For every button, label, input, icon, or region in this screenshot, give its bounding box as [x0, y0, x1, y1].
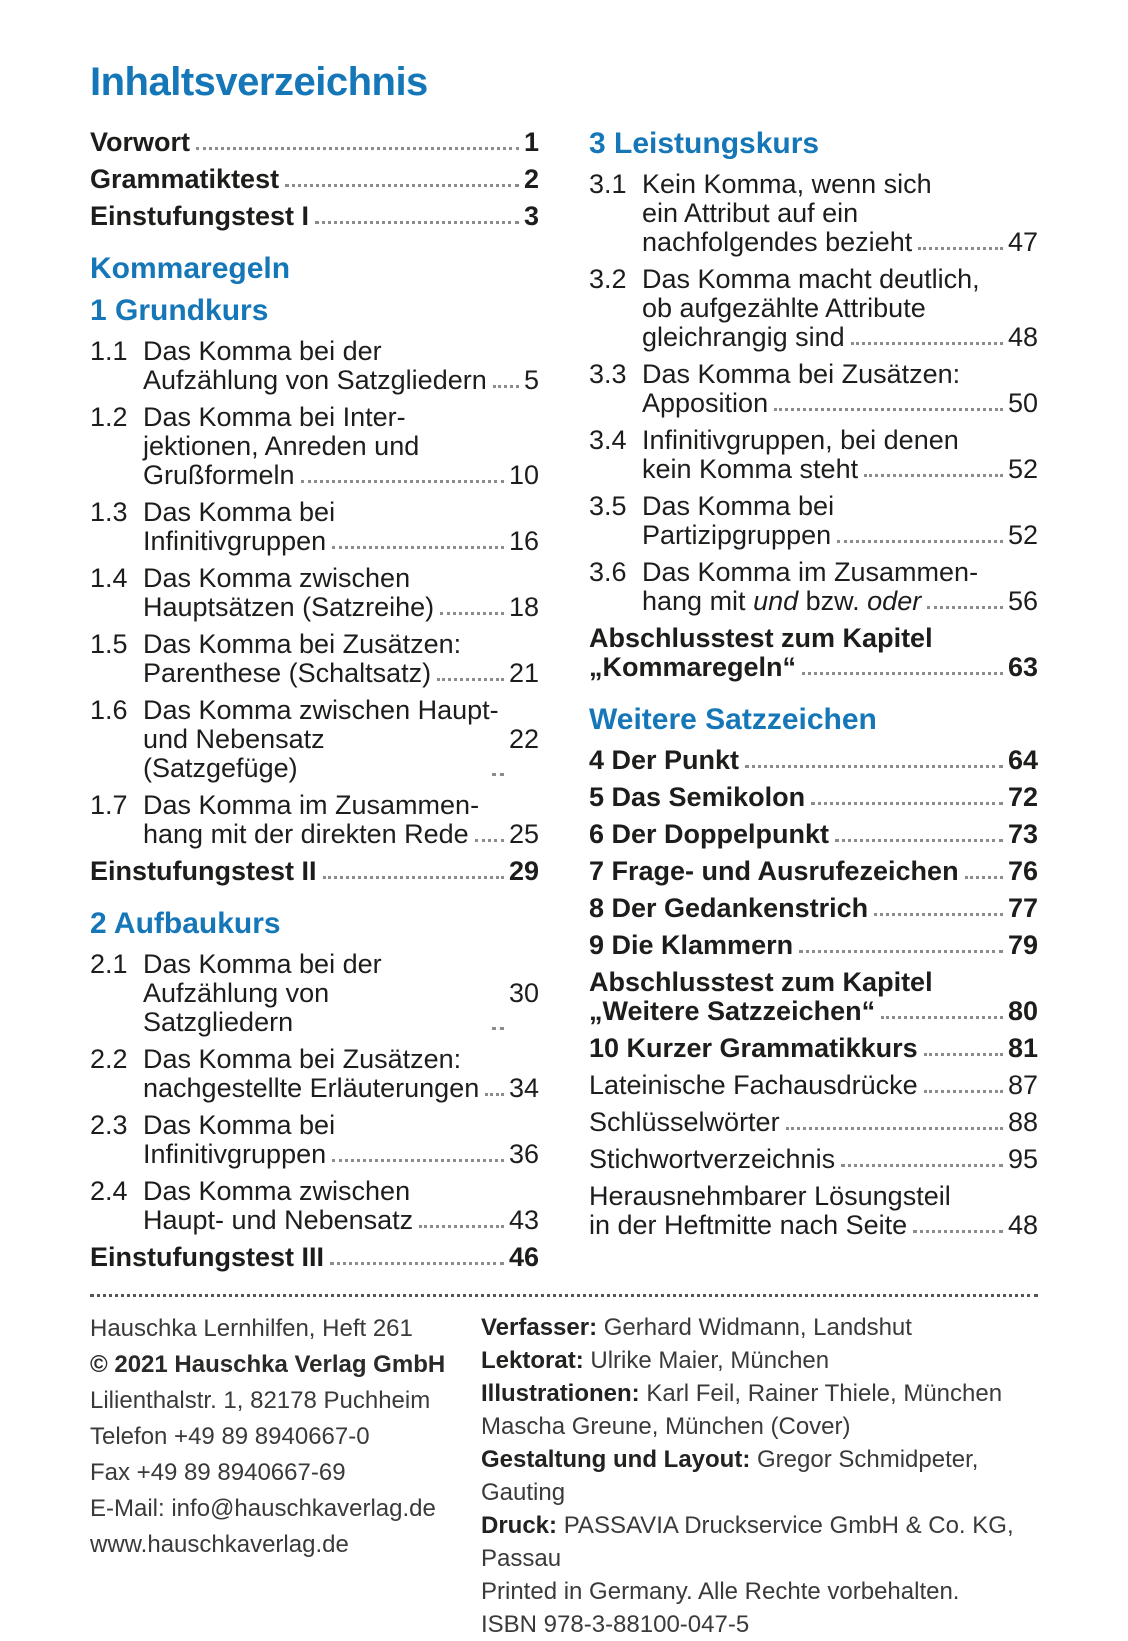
entry-line: [589, 521, 1038, 550]
section-heading: 2 Aufbaukurs: [90, 907, 281, 940]
entry-text: Das Komma bei der: [143, 336, 382, 366]
entry-text: in der Heftmitte nach Seite: [589, 1210, 908, 1240]
entry-text: Aufzählung von Satzgliedern: [143, 365, 487, 395]
entry-text: Einstufungstest I: [90, 201, 310, 231]
entry-text: und Nebensatz (Satzgefüge): [143, 724, 333, 783]
entry-text: Partizipgruppen: [642, 520, 832, 550]
entry-number: 2.3: [90, 1110, 128, 1140]
footer-publisher-block: [90, 1311, 481, 1641]
entry-line: [589, 323, 1038, 352]
footer: [90, 1297, 1038, 1641]
toc-entry: [90, 1243, 539, 1272]
dot-leader-icon: [786, 1127, 1003, 1130]
entry-line: [589, 1108, 1038, 1137]
entry-line: [589, 294, 1038, 323]
entry-page-number: 79: [1007, 930, 1038, 960]
entry-line: [90, 1111, 539, 1140]
dot-leader-icon: [745, 765, 1003, 768]
entry-text: Das Komma im Zusammen-: [642, 557, 979, 587]
entry-text: ob aufgezählte Attribute: [642, 293, 926, 323]
entry-number: [90, 527, 143, 556]
entry-text: Das Komma im Zusammen-: [143, 790, 480, 820]
toc-entry: [90, 202, 539, 231]
entry-text: hang mit der direkten Rede: [143, 819, 469, 849]
entry-line: [90, 432, 539, 461]
entry-number: [589, 455, 642, 484]
entry-number: 3.4: [589, 425, 627, 455]
entry-text: Das Komma zwischen: [143, 1176, 411, 1206]
toc-entry: [589, 426, 1038, 484]
footer-line: Telefon +49 89 8940667-0: [90, 1423, 370, 1450]
entry-text: Das Komma zwischen Haupt-: [143, 695, 499, 725]
entry-page-number: 81: [1007, 1033, 1038, 1063]
footer-line: www.hauschkaverlag.de: [90, 1531, 349, 1558]
entry-line: [589, 653, 1038, 682]
footer-credit-line: Lektorat: Ulrike Maier, München: [481, 1347, 830, 1374]
entry-text: Das Komma zwischen: [143, 563, 411, 593]
entry-number: 3.3: [589, 359, 627, 389]
toc-entry: [90, 696, 539, 783]
toc-entry: [589, 1108, 1038, 1137]
entry-line: [90, 593, 539, 622]
entry-text: Abschlusstest zum Kapitel: [589, 967, 933, 997]
entry-number: [90, 1140, 143, 1169]
toc-entry: [589, 783, 1038, 812]
entry-line: [90, 696, 539, 725]
toc-entry: [589, 360, 1038, 418]
footer-line: © 2021 Hauschka Verlag GmbH: [90, 1351, 446, 1378]
entry-line: [90, 461, 539, 490]
entry-line: [589, 1182, 1038, 1211]
entry-page-number: 1: [523, 127, 539, 157]
entry-page-number: 73: [1007, 819, 1038, 849]
entry-text: Kein Komma, wenn sich: [642, 169, 932, 199]
entry-line: [90, 1206, 539, 1235]
entry-line: [589, 746, 1038, 775]
footer-credit-line: Printed in Germany. Alle Rechte vorbehalten.: [481, 1578, 960, 1605]
entry-number: 1.4: [90, 563, 128, 593]
entry-line: [589, 265, 1038, 294]
footer-credit-line: Illustrationen: Karl Feil, Rainer Thiele, München: [481, 1380, 1003, 1407]
toc-entry: [90, 950, 539, 1037]
entry-line: [90, 1177, 539, 1206]
entry-text: Einstufungstest III: [90, 1242, 325, 1272]
entry-line: [90, 950, 539, 979]
entry-text: hang mit und bzw. oder: [642, 586, 922, 616]
entry-line: [589, 389, 1038, 418]
entry-text: Parenthese (Schaltsatz): [143, 658, 432, 688]
toc-entry: [589, 968, 1038, 1026]
dot-leader-icon: [841, 1164, 1003, 1167]
entry-page-number: 34: [508, 1073, 539, 1103]
footer-credit-label: Illustrationen:: [481, 1380, 640, 1407]
entry-number: [589, 228, 642, 257]
entry-line: [589, 1071, 1038, 1100]
entry-line: [90, 128, 539, 157]
entry-line: [589, 1145, 1038, 1174]
entry-line: [90, 979, 539, 1037]
footer-line: Fax +49 89 8940667-69: [90, 1459, 346, 1486]
entry-page-number: 29: [508, 856, 539, 886]
entry-line: [589, 894, 1038, 923]
dot-leader-icon: [965, 876, 1003, 879]
entry-text: Das Komma bei der: [143, 949, 382, 979]
entry-number: 3.1: [589, 169, 627, 199]
entry-line: [90, 630, 539, 659]
entry-page-number: 25: [508, 819, 539, 849]
entry-text: Das Komma bei Inter-: [143, 402, 406, 432]
dot-leader-icon: [774, 408, 1003, 411]
dot-leader-icon: [811, 802, 1003, 805]
entry-number: 2.1: [90, 949, 128, 979]
entry-text: kein Komma steht: [642, 454, 859, 484]
toc-entry: [589, 492, 1038, 550]
entry-line: [589, 558, 1038, 587]
footer-credits-block: [481, 1311, 1038, 1641]
dot-leader-icon: [874, 913, 1003, 916]
toc-columns: [90, 128, 1038, 1280]
dot-leader-icon: [485, 1093, 504, 1096]
footer-credit-label: Lektorat:: [481, 1347, 584, 1374]
entry-page-number: 87: [1007, 1070, 1038, 1100]
entry-text: Aufzählung von Satzgliedern: [143, 978, 337, 1037]
entry-number: [90, 979, 143, 1037]
toc-entry: [90, 403, 539, 490]
entry-number: [90, 366, 143, 395]
entry-page-number: 48: [1007, 322, 1038, 352]
dot-leader-icon: [927, 606, 1003, 609]
entry-line: [589, 820, 1038, 849]
entry-line: [90, 165, 539, 194]
entry-page-number: 64: [1007, 745, 1038, 775]
toc-entry: [589, 1145, 1038, 1174]
dot-leader-icon: [799, 950, 1003, 953]
toc-entry: [90, 564, 539, 622]
entry-number: 2.4: [90, 1176, 128, 1206]
entry-line: [589, 783, 1038, 812]
entry-text: 10 Kurzer Grammatikkurs: [589, 1033, 918, 1063]
entry-number: 3.5: [589, 491, 627, 521]
entry-page-number: 80: [1007, 996, 1038, 1026]
entry-line: [90, 1140, 539, 1169]
entry-text: Infinitivgruppen: [143, 526, 327, 556]
entry-line: [589, 587, 1038, 616]
entry-line: [90, 366, 539, 395]
toc-entry: [90, 791, 539, 849]
entry-page-number: 48: [1007, 1210, 1038, 1240]
section-heading: Kommaregeln: [90, 252, 291, 285]
entry-number: 3.6: [589, 557, 627, 587]
entry-line: [589, 426, 1038, 455]
footer-line: E-Mail: info@hauschkaverlag.de: [90, 1495, 436, 1522]
entry-text: nachfolgendes bezieht: [642, 227, 913, 257]
dot-leader-icon: [835, 839, 1003, 842]
entry-text: Das Komma bei: [143, 497, 336, 527]
entry-page-number: 95: [1007, 1144, 1038, 1174]
entry-number: [90, 1074, 143, 1103]
entry-text: „Weitere Satzzeichen“: [589, 996, 876, 1026]
entry-number: 1.7: [90, 790, 128, 820]
entry-page-number: 63: [1007, 652, 1038, 682]
entry-page-number: 76: [1007, 856, 1038, 886]
toc-entry: [589, 857, 1038, 886]
entry-line: [90, 820, 539, 849]
dot-leader-icon: [881, 1016, 1003, 1019]
entry-line: [90, 1243, 539, 1272]
entry-text: Herausnehmbarer Lösungsteil: [589, 1181, 951, 1211]
section-heading: Weitere Satzzeichen: [589, 703, 877, 736]
dot-leader-icon: [492, 1027, 504, 1030]
entry-text: gleichrangig sind: [642, 322, 845, 352]
entry-text: Infinitivgruppen, bei denen: [642, 425, 959, 455]
toc-column-right: [589, 128, 1038, 1280]
footer-credit-line: Gestaltung und Layout: Gregor Schmidpeter, Gauting: [481, 1446, 979, 1506]
toc-entry: [589, 624, 1038, 682]
entry-page-number: 2: [523, 164, 539, 194]
page-title: Inhaltsverzeichnis: [90, 60, 428, 104]
entry-text: Das Komma bei: [143, 1110, 336, 1140]
dot-leader-icon: [492, 773, 504, 776]
entry-page-number: 30: [508, 978, 539, 1008]
entry-text: Das Komma bei Zusätzen:: [642, 359, 961, 389]
toc-entry: [589, 894, 1038, 923]
entry-text: Das Komma bei: [642, 491, 835, 521]
toc-entry: [90, 128, 539, 157]
toc-entry: [589, 1182, 1038, 1240]
dot-leader-icon: [323, 876, 504, 879]
entry-text: Haupt- und Nebensatz: [143, 1205, 414, 1235]
dot-leader-icon: [419, 1225, 504, 1228]
dot-leader-icon: [196, 147, 519, 150]
entry-number: [589, 323, 642, 352]
toc-entry: [90, 1177, 539, 1235]
section-heading: 1 Grundkurs: [90, 294, 269, 327]
dot-leader-icon: [493, 385, 519, 388]
dot-leader-icon: [802, 672, 1003, 675]
entry-text: Das Komma bei Zusätzen:: [143, 1044, 462, 1074]
dot-leader-icon: [301, 480, 504, 483]
entry-page-number: 10: [508, 460, 539, 490]
entry-page-number: 3: [523, 201, 539, 231]
entry-text: Hauptsätzen (Satzreihe): [143, 592, 435, 622]
toc-entry: [589, 931, 1038, 960]
toc-entry: [90, 337, 539, 395]
entry-line: [90, 527, 539, 556]
entry-text: ein Attribut auf ein: [642, 198, 859, 228]
entry-text: 4 Der Punkt: [589, 745, 740, 775]
entry-text: Apposition: [642, 388, 769, 418]
entry-line: [589, 931, 1038, 960]
entry-text: 9 Die Klammern: [589, 930, 794, 960]
toc-entry: [90, 630, 539, 688]
toc-column-left: [90, 128, 539, 1280]
entry-text: nachgestellte Erläuterungen: [143, 1073, 480, 1103]
entry-page-number: 43: [508, 1205, 539, 1235]
entry-number: [90, 1206, 143, 1235]
footer-credit-label: Druck:: [481, 1512, 558, 1539]
entry-number: [589, 294, 642, 323]
entry-line: [90, 564, 539, 593]
entry-line: [589, 360, 1038, 389]
entry-text: jektionen, Anreden und: [143, 431, 420, 461]
toc-entry: [90, 857, 539, 886]
toc-entry: [589, 746, 1038, 775]
dot-leader-icon: [924, 1090, 1003, 1093]
footer-credit-line: Verfasser: Gerhard Widmann, Landshut: [481, 1314, 912, 1341]
dot-leader-icon: [437, 678, 504, 681]
toc-entry: [589, 170, 1038, 257]
entry-number: [90, 820, 143, 849]
entry-text: 6 Der Doppelpunkt: [589, 819, 830, 849]
dot-leader-icon: [475, 839, 504, 842]
entry-number: [589, 199, 642, 228]
dot-leader-icon: [913, 1230, 1003, 1233]
entry-text: Stichwortverzeichnis: [589, 1144, 836, 1174]
footer-credit-line: ISBN 978-3-88100-047-5: [481, 1611, 750, 1638]
entry-line: [90, 659, 539, 688]
entry-number: [90, 725, 143, 783]
entry-page-number: 46: [508, 1242, 539, 1272]
entry-line: [90, 1045, 539, 1074]
entry-text: Infinitivgruppen: [143, 1139, 327, 1169]
entry-line: [90, 725, 539, 783]
toc-entry: [90, 1045, 539, 1103]
footer-credit-label: Verfasser:: [481, 1314, 598, 1341]
entry-text: Das Komma macht deutlich,: [642, 264, 980, 294]
entry-line: [589, 997, 1038, 1026]
dot-leader-icon: [924, 1053, 1003, 1056]
section-heading: 3 Leistungskurs: [589, 127, 820, 160]
entry-line: [90, 857, 539, 886]
entry-page-number: 18: [508, 592, 539, 622]
dot-leader-icon: [332, 1159, 504, 1162]
entry-line: [589, 1211, 1038, 1240]
dot-leader-icon: [837, 540, 1003, 543]
toc-entry: [589, 558, 1038, 616]
entry-line: [589, 228, 1038, 257]
entry-text: Schlüsselwörter: [589, 1107, 780, 1137]
entry-line: [90, 791, 539, 820]
entry-text: Vorwort: [90, 127, 190, 157]
entry-page-number: 21: [508, 658, 539, 688]
dot-leader-icon: [330, 1262, 504, 1265]
entry-number: 2.2: [90, 1044, 128, 1074]
entry-number: 1.6: [90, 695, 128, 725]
entry-number: [90, 593, 143, 622]
entry-text: 8 Der Gedankenstrich: [589, 893, 869, 923]
entry-page-number: 52: [1007, 520, 1038, 550]
entry-page-number: 72: [1007, 782, 1038, 812]
entry-page-number: 50: [1007, 388, 1038, 418]
entry-number: 1.1: [90, 336, 128, 366]
entry-text: 5 Das Semikolon: [589, 782, 806, 812]
entry-line: [589, 492, 1038, 521]
entry-page-number: 47: [1007, 227, 1038, 257]
entry-page-number: 77: [1007, 893, 1038, 923]
entry-text: Grußformeln: [143, 460, 295, 490]
toc-entry: [589, 1034, 1038, 1063]
entry-line: [589, 170, 1038, 199]
footer-credit-label: Gestaltung und Layout:: [481, 1446, 751, 1473]
entry-page-number: 56: [1007, 586, 1038, 616]
entry-line: [589, 455, 1038, 484]
dot-leader-icon: [440, 612, 504, 615]
dot-leader-icon: [315, 221, 519, 224]
entry-text: Grammatiktest: [90, 164, 280, 194]
dot-leader-icon: [332, 546, 504, 549]
footer-credit-line: Mascha Greune, München (Cover): [481, 1413, 851, 1440]
toc-entry: [589, 1071, 1038, 1100]
toc-entry: [589, 820, 1038, 849]
footer-line: Hauschka Lernhilfen, Heft 261: [90, 1315, 413, 1342]
entry-line: [90, 1074, 539, 1103]
dot-leader-icon: [918, 247, 1003, 250]
entry-page-number: 22: [508, 724, 539, 754]
entry-page-number: 52: [1007, 454, 1038, 484]
entry-number: [589, 389, 642, 418]
entry-line: [589, 624, 1038, 653]
entry-text: 7 Frage- und Ausrufezeichen: [589, 856, 959, 886]
entry-number: 3.2: [589, 264, 627, 294]
entry-line: [90, 498, 539, 527]
entry-line: [589, 199, 1038, 228]
entry-text: Einstufungstest II: [90, 856, 317, 886]
entry-number: [90, 659, 143, 688]
footer-credit-line: Druck: PASSAVIA Druckservice GmbH & Co. KG, Passau: [481, 1512, 1014, 1572]
footer-line: Lilienthalstr. 1, 82178 Puchheim: [90, 1387, 431, 1414]
entry-number: [589, 521, 642, 550]
toc-entry: [589, 265, 1038, 352]
entry-text: Lateinische Fachausdrücke: [589, 1070, 918, 1100]
entry-line: [589, 1034, 1038, 1063]
dot-leader-icon: [864, 474, 1003, 477]
entry-line: [90, 403, 539, 432]
entry-text: Das Komma bei Zusätzen:: [143, 629, 462, 659]
entry-line: [90, 202, 539, 231]
entry-text: Abschlusstest zum Kapitel: [589, 623, 933, 653]
entry-page-number: 36: [508, 1139, 539, 1169]
entry-number: 1.5: [90, 629, 128, 659]
entry-number: 1.3: [90, 497, 128, 527]
entry-page-number: 5: [523, 365, 539, 395]
entry-number: 1.2: [90, 402, 128, 432]
entry-number: [589, 587, 642, 616]
entry-page-number: 16: [508, 526, 539, 556]
entry-number: [90, 461, 143, 490]
toc-entry: [90, 165, 539, 194]
toc-entry: [90, 498, 539, 556]
entry-line: [589, 968, 1038, 997]
entry-line: [589, 857, 1038, 886]
entry-line: [90, 337, 539, 366]
toc-entry: [90, 1111, 539, 1169]
entry-text: „Kommaregeln“: [589, 652, 797, 682]
entry-page-number: 88: [1007, 1107, 1038, 1137]
entry-number: [90, 432, 143, 461]
dot-leader-icon: [285, 184, 519, 187]
dot-leader-icon: [851, 342, 1003, 345]
